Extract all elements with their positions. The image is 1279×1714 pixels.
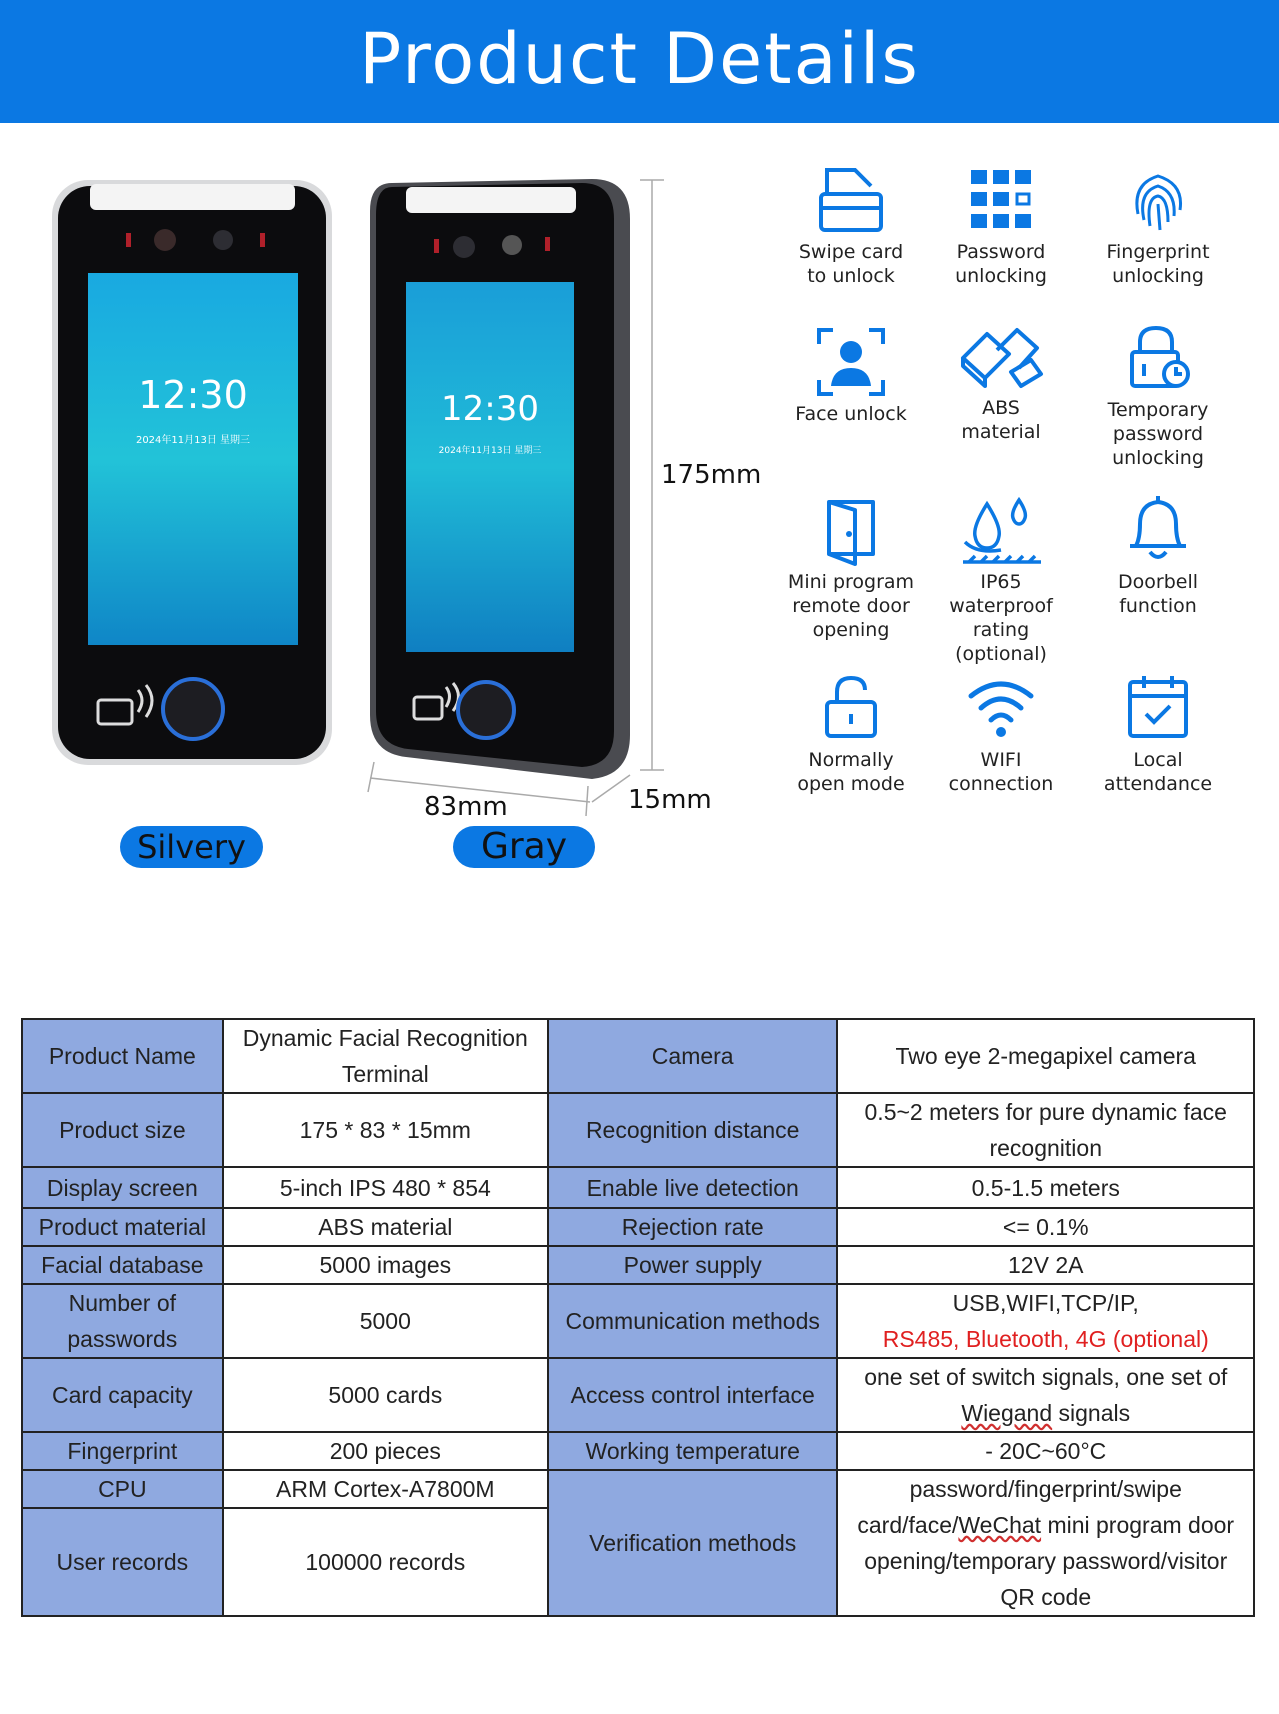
verify-text-2: WeChat xyxy=(958,1512,1042,1538)
spec-value: Dynamic Facial Recognition Terminal xyxy=(223,1019,548,1093)
table-row xyxy=(22,1284,1254,1358)
door-icon xyxy=(815,494,887,566)
spec-key: Recognition distance xyxy=(548,1093,838,1167)
feature-label: WIFI connection xyxy=(948,749,1054,795)
face-icon xyxy=(815,326,887,398)
width-dimension: 83mm xyxy=(424,792,508,822)
comm-line-2: RS485, Bluetooth, 4G (optional) xyxy=(882,1326,1209,1352)
feature-label: Local attendance xyxy=(1103,749,1213,795)
feature-label: ABS material xyxy=(961,397,1041,443)
feature-label: Fingerprint unlocking xyxy=(1106,241,1210,287)
table-row xyxy=(22,1432,1254,1470)
device-time: 12:30 xyxy=(441,389,539,429)
access-text-2: Wiegand xyxy=(961,1400,1053,1426)
unlock-icon xyxy=(815,672,887,744)
spec-value: 5000 images xyxy=(223,1246,548,1284)
dimension-lines xyxy=(360,170,720,820)
spec-key: Facial database xyxy=(22,1246,223,1284)
feature-label: Swipe card to unlock xyxy=(798,241,904,287)
feature-label: Password unlocking xyxy=(955,241,1047,287)
spec-value: ARM Cortex-A7800M xyxy=(223,1470,548,1508)
spec-key: Fingerprint xyxy=(22,1432,223,1470)
feature-label: Face unlock xyxy=(795,403,907,425)
table-row xyxy=(22,1093,1254,1167)
verify-text-1: password/fingerprint/swipe card/face/ xyxy=(857,1476,1182,1538)
spec-value: 5000 cards xyxy=(223,1358,548,1432)
spec-value: 5000 xyxy=(223,1284,548,1358)
feature-attendance xyxy=(1083,672,1233,796)
feature-password xyxy=(926,164,1076,288)
spec-key: Product size xyxy=(22,1093,223,1167)
spec-key: Access control interface xyxy=(548,1358,838,1432)
waterproof-icon xyxy=(957,494,1045,566)
header-banner xyxy=(0,0,1279,123)
feature-fingerprint xyxy=(1083,164,1233,288)
spec-key: Product material xyxy=(22,1208,223,1246)
fingerprint-icon xyxy=(1122,164,1194,236)
feature-label: Doorbell function xyxy=(1118,571,1198,617)
table-row xyxy=(22,1470,1254,1508)
spec-key: Number of passwords xyxy=(22,1284,223,1358)
spec-table xyxy=(21,1018,1255,1617)
feature-normally-open xyxy=(776,672,926,796)
access-text-1: one set of switch signals, one set of xyxy=(864,1364,1228,1390)
spec-key: Rejection rate xyxy=(548,1208,838,1246)
feature-label: Temporary password unlocking xyxy=(1107,399,1209,469)
feature-label: Mini program remote door opening xyxy=(787,571,915,641)
wifi-icon xyxy=(965,672,1037,744)
spec-value: 5-inch IPS 480 * 854 xyxy=(223,1167,548,1208)
feature-doorbell xyxy=(1083,490,1233,618)
spec-key: Power supply xyxy=(548,1246,838,1284)
calendar-icon xyxy=(1122,672,1194,744)
table-row xyxy=(22,1167,1254,1208)
table-row xyxy=(22,1358,1254,1432)
spec-key: Product Name xyxy=(22,1019,223,1093)
spec-value: - 20C~60°C xyxy=(837,1432,1254,1470)
feature-temporary-password xyxy=(1083,322,1233,470)
device-date: 2024年11月13日 星期三 xyxy=(438,446,542,456)
bell-icon xyxy=(1122,490,1194,566)
feature-label: Normally open mode xyxy=(797,749,905,795)
spec-key: Communication methods xyxy=(548,1284,838,1358)
spec-value: 0.5~2 meters for pure dynamic face recognition xyxy=(837,1093,1254,1167)
verify-text-3: mini program door opening/temporary password/visitor QR code xyxy=(864,1512,1235,1610)
spec-value-access xyxy=(837,1358,1254,1432)
spec-value: 200 pieces xyxy=(223,1432,548,1470)
device-date: 2024年11月13日 星期三 xyxy=(135,435,251,446)
spec-value: ABS material xyxy=(223,1208,548,1246)
spec-value-verification xyxy=(837,1470,1254,1616)
feature-ip65 xyxy=(926,494,1076,666)
spec-value: 100000 records xyxy=(223,1508,548,1616)
height-dimension: 175mm xyxy=(661,460,762,490)
depth-dimension: 15mm xyxy=(628,785,712,815)
temp-lock-icon xyxy=(1122,322,1194,394)
table-row xyxy=(22,1019,1254,1093)
comm-line-1: USB,WIFI,TCP/IP, xyxy=(952,1290,1139,1316)
feature-wifi xyxy=(926,672,1076,796)
device-time: 12:30 xyxy=(138,373,248,417)
spec-key: Verification methods xyxy=(548,1470,838,1616)
spec-key: CPU xyxy=(22,1470,223,1508)
feature-abs-material xyxy=(926,320,1076,444)
spec-value-communication xyxy=(837,1284,1254,1358)
spec-key: Camera xyxy=(548,1019,838,1093)
spec-value: 12V 2A xyxy=(837,1246,1254,1284)
spec-value: <= 0.1% xyxy=(837,1208,1254,1246)
table-row xyxy=(22,1208,1254,1246)
spec-value: Two eye 2-megapixel camera xyxy=(837,1019,1254,1093)
color-label-silvery: Silvery xyxy=(120,826,263,868)
spec-key: Working temperature xyxy=(548,1432,838,1470)
feature-face-unlock xyxy=(776,326,926,426)
spec-key: Card capacity xyxy=(22,1358,223,1432)
material-icon xyxy=(957,320,1045,392)
device-silvery-image xyxy=(50,178,335,768)
feature-label: IP65 waterproof rating (optional) xyxy=(949,571,1053,665)
spec-value: 0.5-1.5 meters xyxy=(837,1167,1254,1208)
table-row xyxy=(22,1246,1254,1284)
keypad-icon xyxy=(965,164,1037,236)
spec-key: Enable live detection xyxy=(548,1167,838,1208)
color-label-gray: Gray xyxy=(453,826,595,868)
page-title: Product Details xyxy=(359,18,920,100)
spec-key: User records xyxy=(22,1508,223,1616)
access-text-3: signals xyxy=(1052,1400,1131,1426)
feature-swipe-card xyxy=(776,164,926,288)
spec-value: 175 * 83 * 15mm xyxy=(223,1093,548,1167)
swipe-card-icon xyxy=(815,164,887,236)
feature-mini-program xyxy=(776,494,926,642)
spec-key: Display screen xyxy=(22,1167,223,1208)
